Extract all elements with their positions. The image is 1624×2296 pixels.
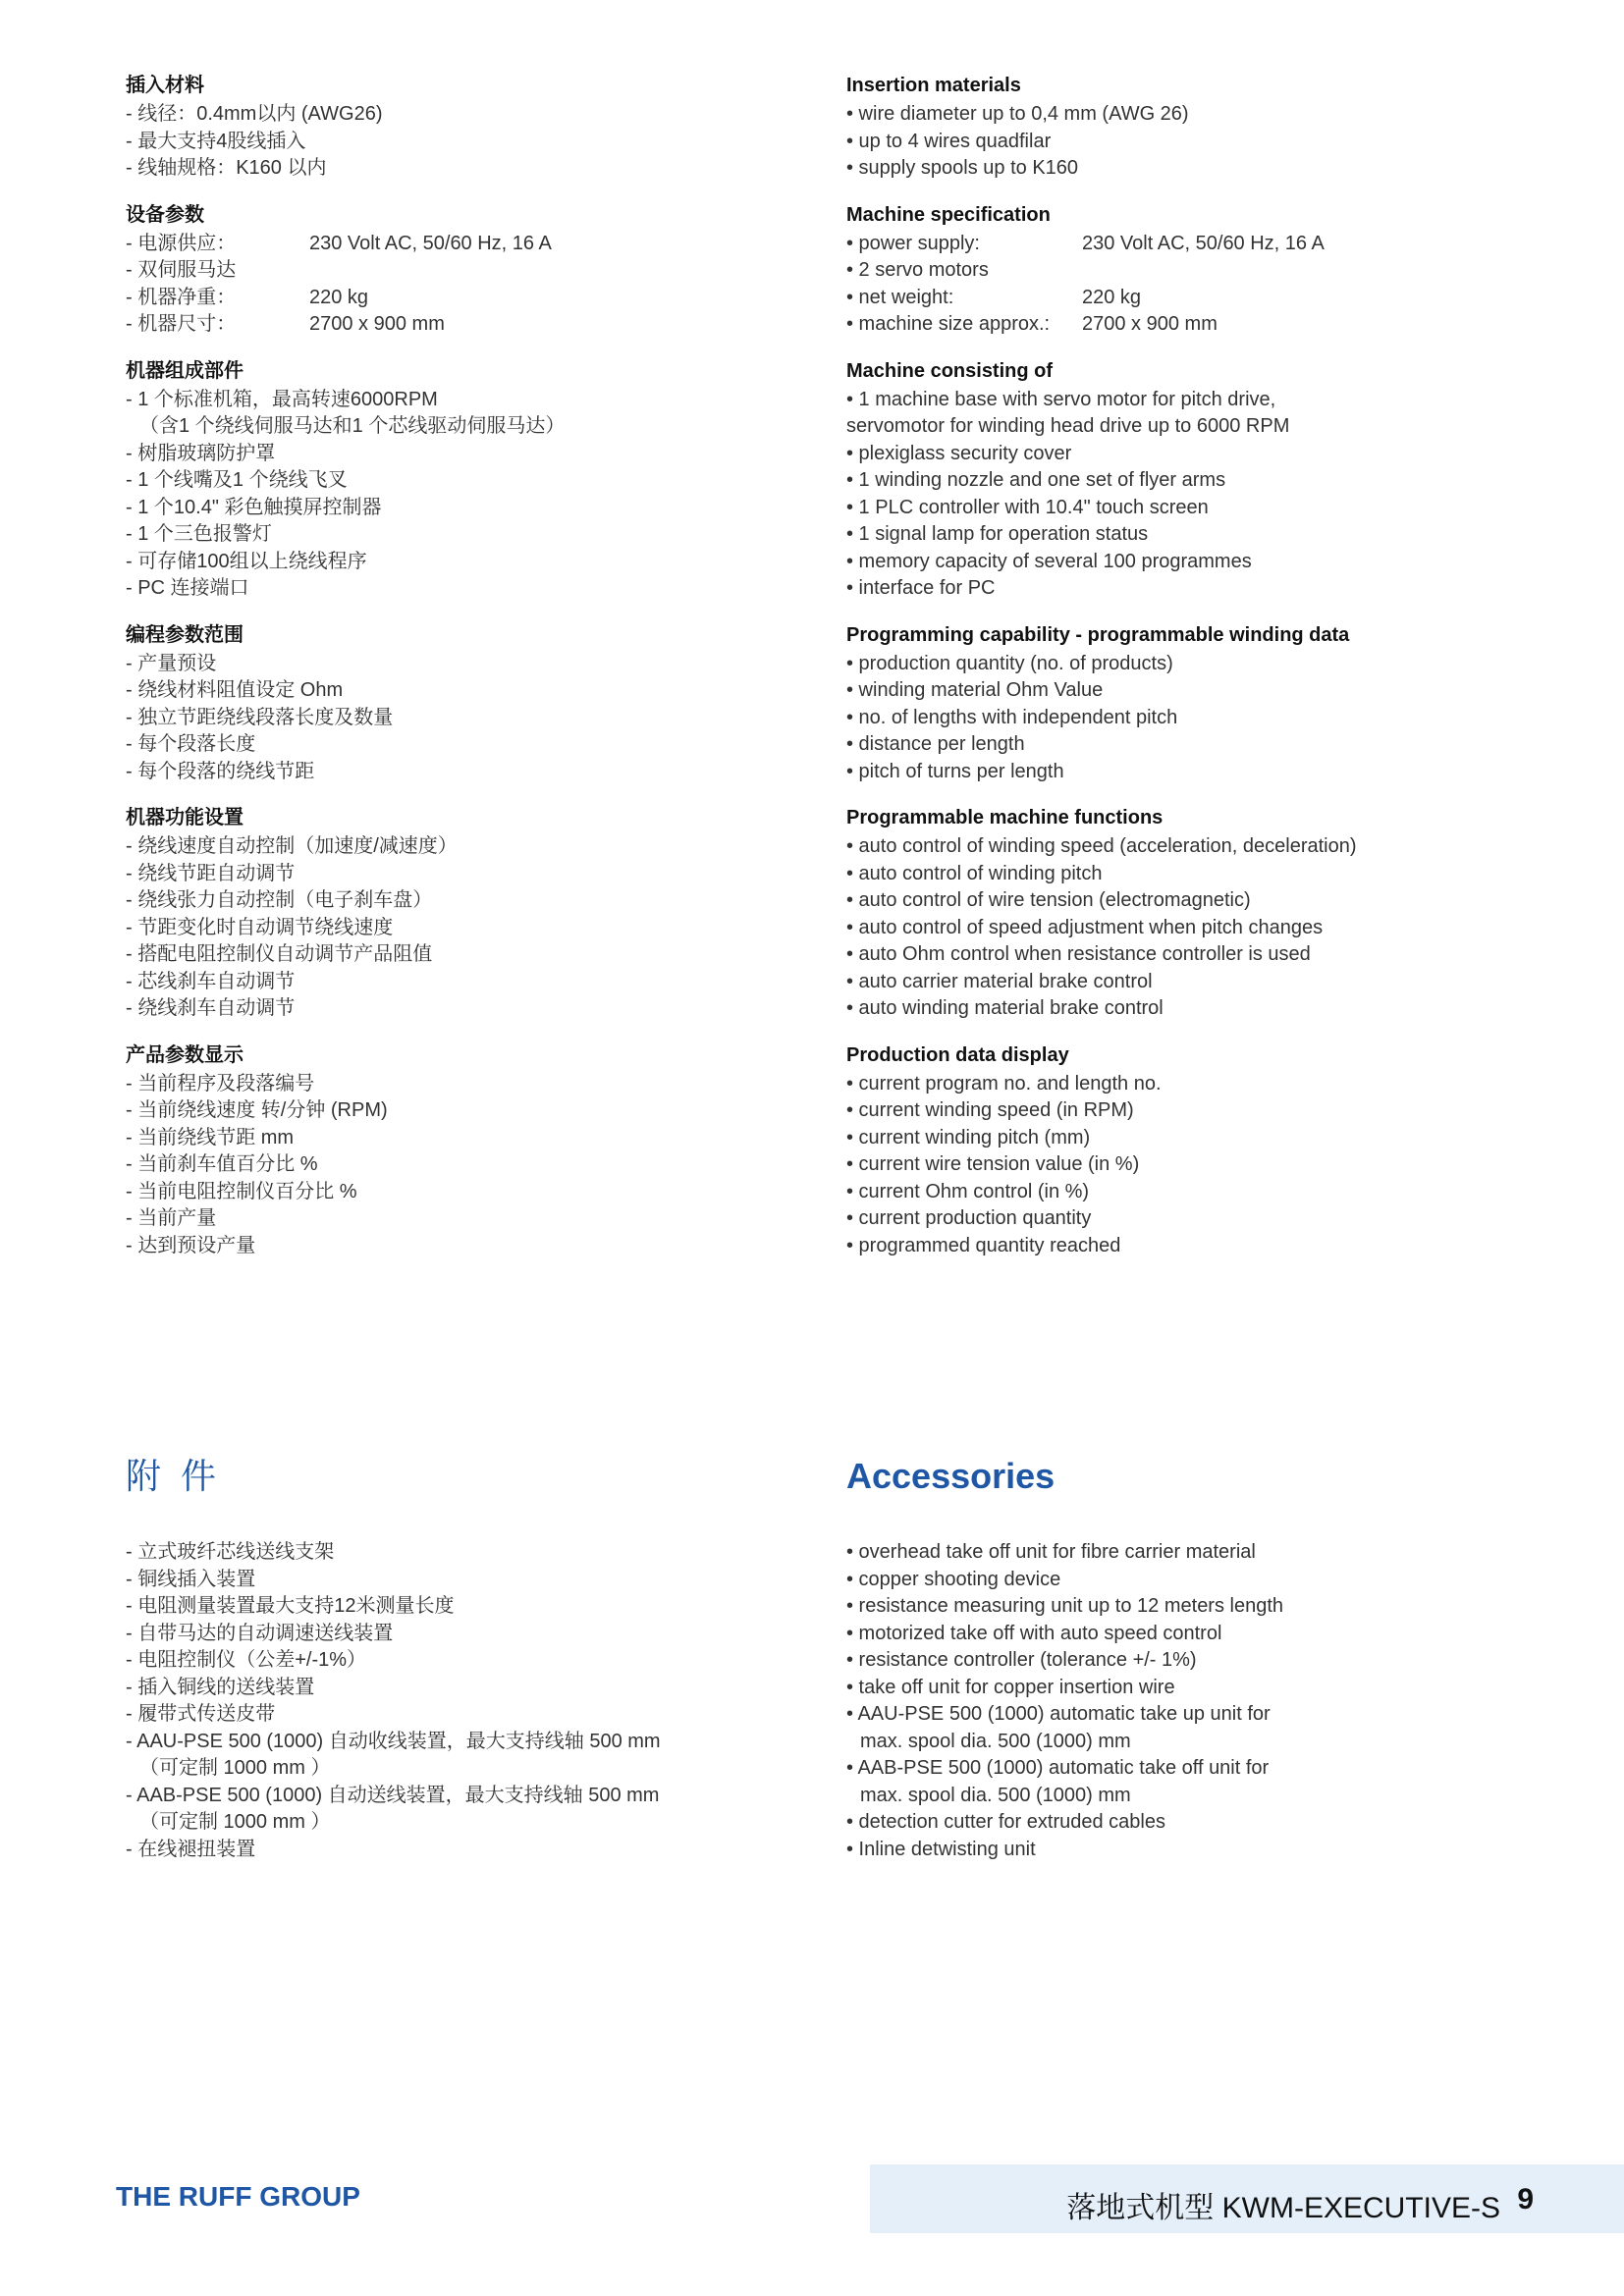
spec-value: 230 Volt AC, 50/60 Hz, 16 A [1082, 232, 1325, 254]
product-title: 落地式机型 KWM-EXECUTIVE-S [1066, 2192, 1500, 2224]
list-item: max. spool dia. 500 (1000) mm [860, 1784, 1131, 1806]
list-item: • auto carrier material brake control [846, 970, 1153, 992]
list-item: - 立式玻纤芯线送线支架 [126, 1541, 335, 1563]
list-item: servomotor for winding head drive up to 6000 RPM [846, 415, 1290, 437]
spec-row [126, 311, 754, 339]
section-title: Machine specification [846, 203, 1051, 226]
list-item: • copper shooting device [846, 1568, 1061, 1590]
section-title: 设备参数 [126, 203, 204, 226]
list-item: • 1 winding nozzle and one set of flyer arms [846, 469, 1226, 491]
list-item: - AAU-PSE 500 (1000) 自动收线装置，最大支持线轴 500 mm [126, 1730, 661, 1752]
list-item: - 线径：0.4mm以内 (AWG26) [126, 103, 383, 125]
list-item: - 绕线张力自动控制（电子刹车盘） [126, 889, 433, 911]
list-item: • auto control of wire tension (electromagnetic) [846, 889, 1251, 911]
list-item: • memory capacity of several 100 programmes [846, 550, 1252, 572]
list-item: （可定制 1000 mm ） [139, 1811, 331, 1833]
list-item: - 产量预设 [126, 652, 217, 674]
list-item: • plexiglass security cover [846, 442, 1072, 464]
list-item: • current Ohm control (in %) [846, 1180, 1090, 1202]
list-item: - 铜线插入装置 [126, 1568, 256, 1590]
accessories-heading: Accessories [846, 1456, 1056, 1496]
list-item: - 搭配电阻控制仪自动调节产品阻值 [126, 943, 433, 965]
list-item: - 每个段落的绕线节距 [126, 760, 315, 782]
list-item: • pitch of turns per length [846, 760, 1064, 782]
section-insertion-materials-en [846, 73, 1593, 183]
section-title: Machine consisting of [846, 359, 1054, 382]
list-item: • 1 PLC controller with 10.4" touch screen [846, 496, 1209, 518]
list-item: • Inline detwisting unit [846, 1838, 1036, 1860]
list-item: - 绕线材料阻值设定 Ohm [126, 679, 344, 701]
list-item: • resistance measuring unit up to 12 meters length [846, 1595, 1284, 1617]
list-item: • auto control of winding pitch [846, 862, 1103, 884]
list-item: （可定制 1000 mm ） [139, 1757, 331, 1779]
list-item: - 最大支持4股线插入 [126, 130, 306, 152]
list-item: - 在线褪扭装置 [126, 1838, 256, 1860]
list-item: - 1 个线嘴及1 个绕线飞叉 [126, 469, 348, 491]
spec-value: 220 kg [1082, 286, 1142, 308]
section-title: 插入材料 [126, 75, 204, 96]
spec-value: 220 kg [309, 286, 369, 308]
list-item: • winding material Ohm Value [846, 679, 1104, 701]
section-title: 产品参数显示 [126, 1043, 244, 1066]
section-machine-consisting-en [846, 358, 1593, 603]
spec-row [846, 257, 1593, 285]
list-item: • current production quantity [846, 1207, 1092, 1229]
list-item: - 树脂玻璃防护罩 [126, 442, 276, 464]
list-item: - 1 个标准机箱，最高转速6000RPM [126, 388, 438, 410]
list-item: • auto Ohm control when resistance controller is used [846, 943, 1311, 965]
spec-row [126, 257, 754, 285]
list-item: - 独立节距绕线段落长度及数量 [126, 706, 394, 728]
list-item: • overhead take off unit for fibre carrier material [846, 1541, 1256, 1563]
section-programming-en [846, 622, 1593, 786]
spec-label: - 双伺服马达 [126, 259, 237, 281]
section-title: 机器组成部件 [126, 359, 244, 382]
list-item: • no. of lengths with independent pitch [846, 706, 1178, 728]
accessories-heading: 附件 [126, 1456, 237, 1496]
section-functions-en [846, 805, 1593, 1023]
list-item: - 插入铜线的送线装置 [126, 1676, 315, 1698]
list-item: • distance per length [846, 733, 1025, 755]
list-item: - PC 连接端口 [126, 577, 249, 599]
spec-label: • power supply: [846, 232, 980, 254]
section-title: Programmable machine functions [846, 807, 1164, 828]
list-item: - 当前电阻控制仪百分比 % [126, 1180, 357, 1202]
section-insertion-materials-zh [126, 73, 754, 183]
list-item: - 达到预设产量 [126, 1234, 256, 1256]
section-production-display-zh [126, 1042, 754, 1260]
accessories-zh [126, 1453, 754, 1863]
list-item: - AAB-PSE 500 (1000) 自动送线装置，最大支持线轴 500 mm [126, 1784, 660, 1806]
list-item: - 电阻测量装置最大支持12米测量长度 [126, 1595, 455, 1617]
section-production-display-en [846, 1042, 1593, 1260]
list-item: - 当前绕线节距 mm [126, 1126, 295, 1148]
spec-value: 2700 x 900 mm [309, 313, 445, 335]
list-item: - 电阻控制仪（公差+/-1%） [126, 1649, 367, 1671]
spec-row [126, 231, 754, 258]
list-item: - 当前程序及段落编号 [126, 1072, 315, 1095]
section-machine-spec-zh [126, 202, 754, 339]
list-item: • current winding speed (in RPM) [846, 1099, 1134, 1121]
list-item: max. spool dia. 500 (1000) mm [860, 1730, 1131, 1752]
list-item: - 当前刹车值百分比 % [126, 1153, 318, 1175]
spec-label: - 机器净重： [126, 286, 237, 308]
list-item: • auto control of winding speed (acceleration, deceleration) [846, 835, 1357, 857]
accessories-en [846, 1453, 1593, 1863]
footer-bar [870, 2164, 1624, 2233]
section-functions-zh [126, 805, 754, 1023]
list-item: • current wire tension value (in %) [846, 1153, 1140, 1175]
section-title: 机器功能设置 [126, 807, 244, 828]
spec-row [126, 285, 754, 312]
list-item: - 线轴规格：K160 以内 [126, 157, 327, 179]
list-item: - 当前绕线速度 转/分钟 (RPM) [126, 1099, 388, 1121]
list-item: - 每个段落长度 [126, 733, 256, 755]
spec-row [846, 285, 1593, 312]
spec-label: • 2 servo motors [846, 259, 989, 281]
section-title: Insertion materials [846, 75, 1021, 96]
list-item: - 1 个三色报警灯 [126, 523, 272, 545]
list-item: - 绕线速度自动控制（加速度/减速度） [126, 835, 458, 857]
list-item: - 芯线刹车自动调节 [126, 970, 296, 992]
list-item: • auto control of speed adjustment when pitch changes [846, 916, 1324, 938]
list-item: • programmed quantity reached [846, 1234, 1121, 1256]
list-item: • interface for PC [846, 577, 996, 599]
list-item: • supply spools up to K160 [846, 157, 1079, 179]
spec-row [846, 311, 1593, 339]
chinese-spec-column [126, 73, 754, 1279]
list-item: - 可存储100组以上绕线程序 [126, 550, 367, 572]
spec-value: 230 Volt AC, 50/60 Hz, 16 A [309, 232, 552, 254]
list-item: - 履带式传送皮带 [126, 1703, 276, 1725]
list-item: - 自带马达的自动调速送线装置 [126, 1622, 394, 1644]
section-machine-consisting-zh [126, 358, 754, 603]
list-item: • resistance controller (tolerance +/- 1%) [846, 1649, 1197, 1671]
list-item: • current winding pitch (mm) [846, 1126, 1091, 1148]
page-number: 9 [1517, 2183, 1534, 2216]
list-item: • motorized take off with auto speed control [846, 1622, 1222, 1644]
list-item: - 1 个10.4" 彩色触摸屏控制器 [126, 496, 382, 518]
section-title: Programming capability - programmable winding data [846, 623, 1350, 646]
section-machine-spec-en [846, 202, 1593, 339]
list-item: - 绕线刹车自动调节 [126, 997, 296, 1019]
list-item: • production quantity (no. of products) [846, 652, 1173, 674]
list-item: - 节距变化时自动调节绕线速度 [126, 916, 394, 938]
list-item: （含1 个绕线伺服马达和1 个芯线驱动伺服马达） [139, 415, 566, 437]
section-title: 编程参数范围 [126, 623, 244, 646]
list-item: • take off unit for copper insertion wire [846, 1676, 1175, 1698]
list-item: • current program no. and length no. [846, 1072, 1162, 1095]
list-item: • 1 signal lamp for operation status [846, 523, 1149, 545]
spec-row [846, 231, 1593, 258]
spec-label: - 电源供应： [126, 232, 237, 254]
spec-label: • net weight: [846, 286, 954, 308]
list-item: • detection cutter for extruded cables [846, 1811, 1165, 1833]
list-item: • auto winding material brake control [846, 997, 1164, 1019]
spec-value: 2700 x 900 mm [1082, 313, 1218, 335]
section-title: Production data display [846, 1043, 1069, 1066]
spec-label: - 机器尺寸： [126, 313, 237, 335]
spec-label: • machine size approx.: [846, 313, 1051, 335]
list-item: • AAU-PSE 500 (1000) automatic take up unit for [846, 1703, 1271, 1725]
list-item: - 当前产量 [126, 1207, 217, 1229]
list-item: - 绕线节距自动调节 [126, 862, 296, 884]
english-spec-column [846, 73, 1593, 1279]
list-item: • 1 machine base with servo motor for pitch drive, [846, 388, 1276, 410]
list-item: • AAB-PSE 500 (1000) automatic take off unit for [846, 1757, 1270, 1779]
list-item: • up to 4 wires quadfilar [846, 130, 1052, 152]
brand-name: THE RUFF GROUP [116, 2181, 360, 2212]
list-item: • wire diameter up to 0,4 mm (AWG 26) [846, 103, 1189, 125]
section-programming-zh [126, 622, 754, 786]
